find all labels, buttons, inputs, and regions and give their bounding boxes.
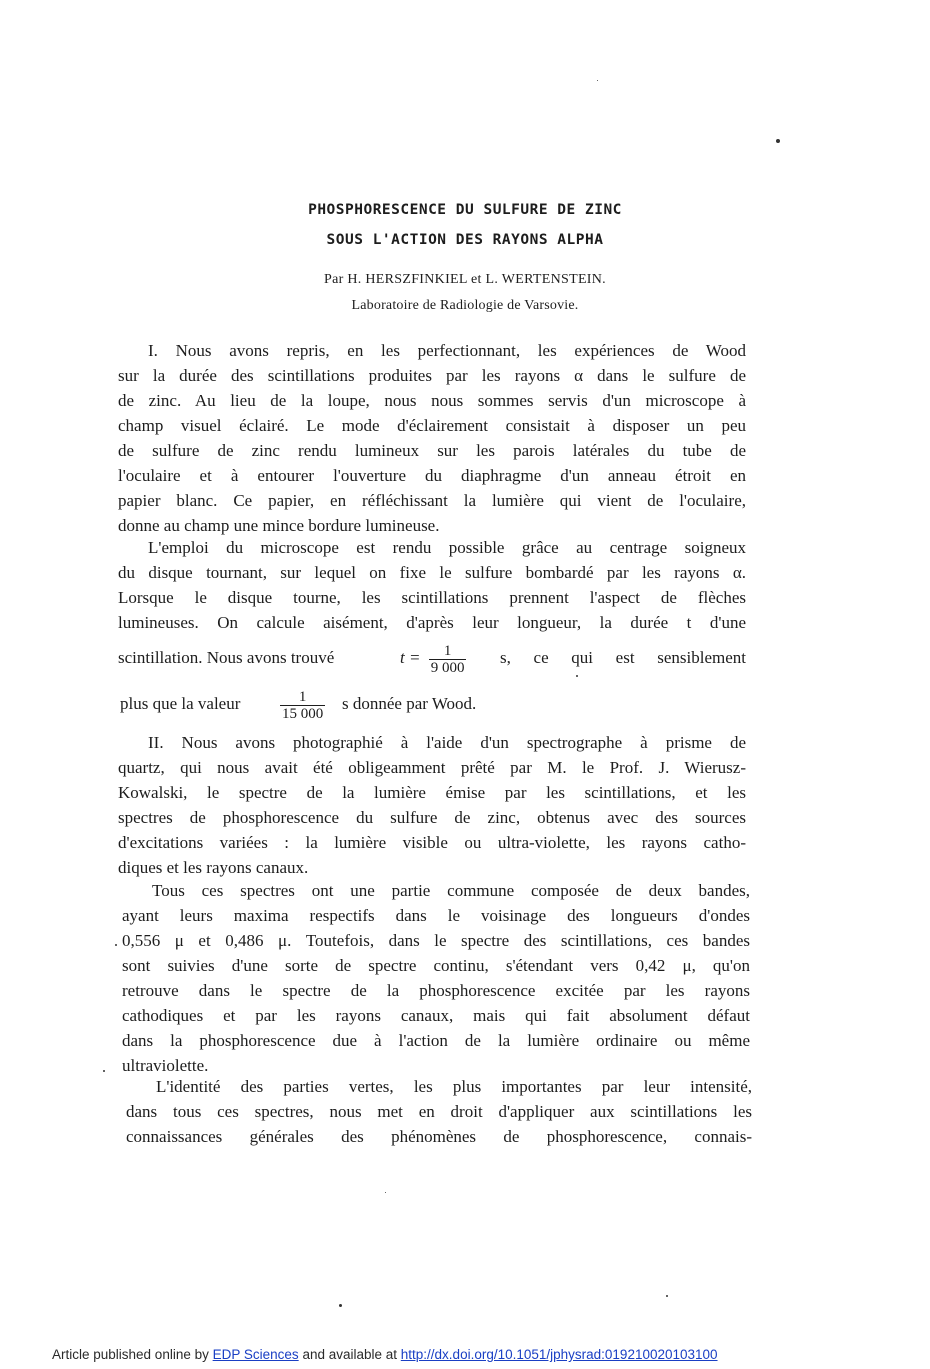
publisher-footer [52, 1347, 912, 1362]
text-line: quartz, qui nous avait été obligeamment prêté par M. le Prof. J. Wierusz- [118, 758, 746, 777]
fraction-numerator: 1 [429, 643, 467, 660]
formula-variable: t = [400, 648, 421, 667]
footer-middle: and available at [302, 1347, 398, 1362]
fraction-denominator: 15 000 [282, 705, 324, 722]
scan-speck [385, 1192, 386, 1193]
text-line: Lorsque le disque tourne, les scintillations prennent l'aspect de flèches [118, 588, 746, 607]
article-title-line-1: PHOSPHORESCENCE DU SULFURE DE ZINC [308, 202, 622, 218]
text-line: sont suivies d'une sorte de spectre continu, s'étendant vers 0,42 μ, qu'on [122, 956, 750, 975]
text-line: I. Nous avons repris, en les perfectionnant, les expériences de Wood [148, 341, 746, 360]
formula-text-after: s donnée par Wood. [342, 694, 477, 713]
text-line: Kowalski, le spectre de la lumière émise par les scintillations, et les [118, 783, 746, 802]
scan-speck [776, 139, 780, 143]
text-line: ultraviolette. [122, 1056, 209, 1075]
scan-speck [339, 1304, 342, 1307]
scan-speck [666, 1295, 668, 1297]
text-line: Tous ces spectres ont une partie commune composée de deux bandes, [152, 881, 750, 900]
publisher-link[interactable]: EDP Sciences [212, 1347, 299, 1362]
text-line: retrouve dans le spectre de la phosphorescence excitée par les rayons [122, 981, 750, 1000]
text-line: lumineuses. On calcule aisément, d'après leur longueur, la durée t d'une [118, 613, 746, 632]
scan-speck [115, 944, 117, 946]
fraction [429, 643, 467, 676]
formula-line-1 [118, 638, 746, 678]
scan-speck [576, 675, 578, 677]
formula-text-before: scintillation. Nous avons trouvé [118, 648, 335, 667]
text-line: dans la phosphorescence due à l'action de la lumière ordinaire ou même [122, 1031, 750, 1050]
text-line: champ visuel éclairé. Le mode d'éclairement consistait à disposer un peu [118, 416, 746, 435]
fraction-numerator: 1 [280, 689, 325, 706]
text-line: d'excitations variées : la lumière visible ou ultra-violette, les rayons catho- [118, 833, 746, 852]
text-line: ayant leurs maxima respectifs dans le voisinage des longueurs d'ondes [122, 906, 750, 925]
text-line: L'identité des parties vertes, les plus importantes par leur intensité, [156, 1077, 752, 1096]
text-line: papier blanc. Ce papier, en réfléchissant la lumière qui vient de l'oculaire, [118, 491, 746, 510]
text-line: dans tous ces spectres, nous met en droit d'appliquer aux scintillations les [126, 1102, 752, 1121]
scan-speck [597, 80, 598, 81]
formula-line-2 [118, 684, 746, 724]
formula-text-after: s, ce qui est sensiblement [500, 648, 746, 667]
text-line: l'oculaire et à entourer l'ouverture du diaphragme d'un anneau étroit en [118, 466, 746, 485]
text-line: connaissances générales des phénomènes de phosphorescence, connais- [126, 1127, 752, 1146]
article-authors: Par H. HERSZFINKIEL et L. WERTENSTEIN. [324, 272, 606, 287]
fraction [280, 689, 325, 722]
doi-link[interactable]: http://dx.doi.org/10.1051/jphysrad:019210020103100 [400, 1347, 718, 1362]
article-title-line-2: SOUS L'ACTION DES RAYONS ALPHA [326, 232, 604, 248]
text-line: de sulfure de zinc rendu lumineux sur les parois latérales du tube de [118, 441, 746, 460]
footer-prefix: Article published online by [52, 1347, 209, 1362]
text-line: 0,556 μ et 0,486 μ. Toutefois, dans le spectre des scintillations, ces bandes [122, 931, 750, 950]
text-line: donne au champ une mince bordure lumineuse. [118, 516, 440, 535]
text-line: II. Nous avons photographié à l'aide d'un spectrographe à prisme de [148, 733, 746, 752]
text-line: diques et les rayons canaux. [118, 858, 309, 877]
text-line: L'emploi du microscope est rendu possible grâce au centrage soigneux [148, 538, 746, 557]
scan-speck [103, 1070, 105, 1072]
text-line: du disque tournant, sur lequel on fixe le sulfure bombardé par les rayons α. [118, 563, 746, 582]
text-line: spectres de phosphorescence du sulfure de zinc, obtenus avec des sources [118, 808, 746, 827]
formula-text-before: plus que la valeur [120, 694, 241, 713]
text-line: sur la durée des scintillations produites par les rayons α dans le sulfure de [118, 366, 746, 385]
text-line: de zinc. Au lieu de la loupe, nous nous sommes servis d'un microscope à [118, 391, 746, 410]
fraction-denominator: 9 000 [430, 659, 465, 676]
article-affiliation: Laboratoire de Radiologie de Varsovie. [351, 298, 579, 313]
text-line: cathodiques et par les rayons canaux, mais qui fait absolument défaut [122, 1006, 750, 1025]
